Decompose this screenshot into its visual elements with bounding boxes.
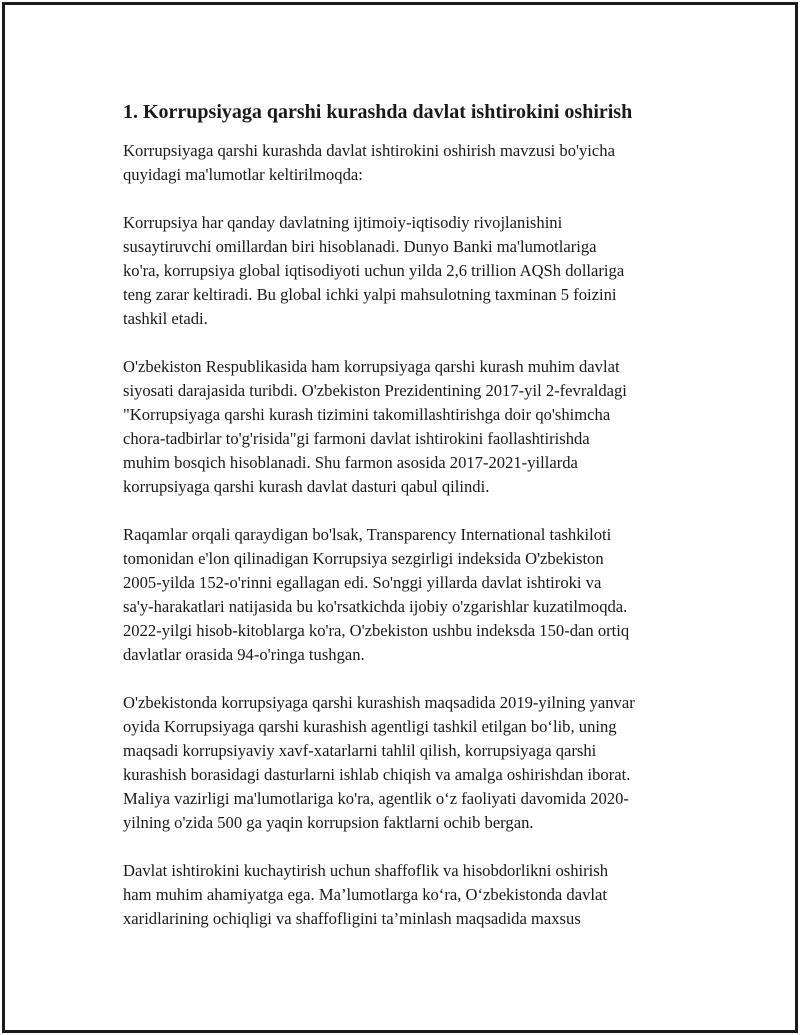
text-line: 2022-yilgi hisob-kitoblarga ko'ra, O'zbekiston ushbu indeksda 150-dan ortiq bbox=[123, 621, 630, 640]
text-line: Maliya vazirligi ma'lumotlariga ko'ra, agentlik o‘z faoliyati davomida 2020- bbox=[123, 789, 629, 808]
text-line: davlatlar orasida 94-o'ringa tushgan. bbox=[123, 645, 365, 664]
text-line: oyida Korrupsiyaga qarshi kurashish agentligi tashkil etilgan bo‘lib, uning bbox=[123, 717, 617, 736]
document-body bbox=[123, 99, 703, 955]
text-line: tomonidan e'lon qilinadigan Korrupsiya sezgirligi indeksida O'zbekiston bbox=[123, 549, 604, 568]
text-line: ko'ra, korrupsiya global iqtisodiyoti uchun yilda 2,6 trillion AQSh dollariga bbox=[123, 261, 625, 280]
text-line: xaridlarining ochiqligi va shaffofligini ta’minlash maqsadida maxsus bbox=[123, 909, 581, 928]
page-frame bbox=[2, 2, 798, 1033]
paragraph-transparency bbox=[123, 859, 703, 931]
text-line: Raqamlar orqali qaraydigan bo'lsak, Transparency International tashkiloti bbox=[123, 525, 612, 544]
text-line: Davlat ishtirokini kuchaytirish uchun shaffoflik va hisobdorlikni oshirish bbox=[123, 861, 609, 880]
text-line: O'zbekiston Respublikasida ham korrupsiyaga qarshi kurash muhim davlat bbox=[123, 357, 620, 376]
paragraph-state-policy bbox=[123, 355, 703, 499]
text-line: O'zbekistonda korrupsiyaga qarshi kurashish maqsadida 2019-yilning yanvar bbox=[123, 693, 635, 712]
paragraph-intro bbox=[123, 139, 703, 187]
text-line: Korrupsiya har qanday davlatning ijtimoiy-iqtisodiy rivojlanishini bbox=[123, 213, 563, 232]
paragraph-global-cost bbox=[123, 211, 703, 331]
text-line: sa'y-harakatlari natijasida bu ko'rsatkichda ijobiy o'zgarishlar kuzatilmoqda. bbox=[123, 597, 628, 616]
text-line: teng zarar keltiradi. Bu global ichki yalpi mahsulotning taxminan 5 foizini bbox=[123, 285, 617, 304]
section-heading: 1. Korrupsiyaga qarshi kurashda davlat ishtirokini oshirish bbox=[123, 101, 633, 123]
text-line: siyosati darajasida turibdi. O'zbekiston Prezidentining 2017-yil 2-fevraldagi bbox=[123, 381, 627, 400]
text-line: yilning o'zida 500 ga yaqin korrupsion faktlarni ochib bergan. bbox=[123, 813, 534, 832]
text-line: korrupsiyaga qarshi kurash davlat dasturi qabul qilindi. bbox=[123, 477, 490, 496]
text-line: "Korrupsiyaga qarshi kurash tizimini takomillashtirishga doir qo'shimcha bbox=[123, 405, 611, 424]
text-line: kurashish borasidagi dasturlarni ishlab chiqish va amalga oshirishdan iborat. bbox=[123, 765, 631, 784]
text-line: chora-tadbirlar to'g'risida"gi farmoni davlat ishtirokini faollashtirishda bbox=[123, 429, 590, 448]
text-line: maqsadi korrupsiyaviy xavf-xatarlarni tahlil qilish, korrupsiyaga qarshi bbox=[123, 741, 597, 760]
text-line: 2005-yilda 152-o'rinni egallagan edi. So'nggi yillarda davlat ishtiroki va bbox=[123, 573, 602, 592]
text-line: Korrupsiyaga qarshi kurashda davlat ishtirokini oshirish mavzusi bo'yicha bbox=[123, 141, 615, 160]
text-line: ham muhim ahamiyatga ega. Ma’lumotlarga ko‘ra, O‘zbekistonda davlat bbox=[123, 885, 607, 904]
text-line: muhim bosqich hisoblanadi. Shu farmon asosida 2017-2021-yillarda bbox=[123, 453, 578, 472]
paragraph-index-ranking bbox=[123, 523, 703, 667]
text-line: tashkil etadi. bbox=[123, 309, 208, 328]
paragraph-agency bbox=[123, 691, 703, 835]
text-line: susaytiruvchi omillardan biri hisoblanadi. Dunyo Banki ma'lumotlariga bbox=[123, 237, 597, 256]
text-line: quyidagi ma'lumotlar keltirilmoqda: bbox=[123, 165, 363, 184]
